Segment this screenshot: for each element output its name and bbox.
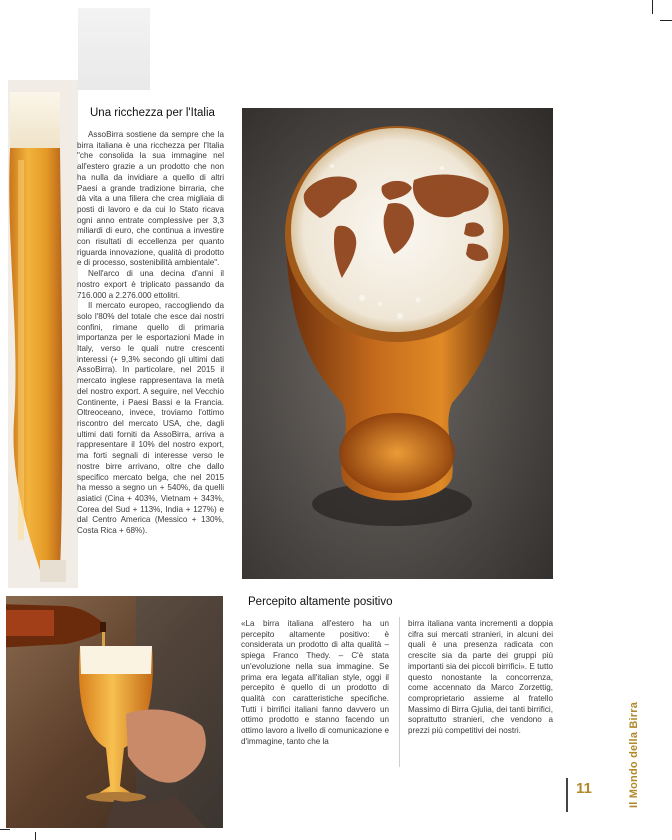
page-number-rule xyxy=(566,778,568,812)
paragraph: Il mercato europeo, raccogliendo da solo l'80% del totale che esce dai nostri confini, rimane quello di primaria importanza per le esportazioni Made in Italy, verso le quali nutre crescenti interessi (+ 9,3% secondo gli ultimi dati AssoBirra). In particolare, nel 2015 il mercato inglese rappresentava la metà del nostro export. A seguire, nel Vecchio Continente, i Paesi Bassi e la Francia. Oltreoceano, invece, troviamo l'ottimo riscontro del mercato USA, che, dagli ultimi dati forniti da AssoBirra, arriva a rappresentare il 10% del nostro export, ma forti segnali di interesse verso le nostre birre arrivano, oltre che dallo specifico mercato belga, che nel 2015 ha messo a segno un + 540%, da quelli asiatici (Cina + 403%, Vietnam + 343%, Corea del Sud + 113%, India + 127%) e dal Centro America (Messico + 130%, Costa Rica + 68%). xyxy=(77,301,224,536)
article-column-2: «La birra italiana all'estero ha un percepito altamente positivo: è considerata un prodotto di alta qualità – spiega Franco Thedy. – C'è stata un'evoluzione nella sua immagine. Se prima era legata all'italian style, oggi il percepito è quello di un prodotto di qualità con caratteristiche specifiche. Tutti i birrifici italiani fanno davvero un ottimo prodotto e stanno facendo un ottimo lavoro a livello di comunicazione e d'immagine, tanto che la xyxy=(241,619,389,746)
crop-mark xyxy=(0,829,10,830)
beer-glass-photo-left xyxy=(0,0,78,588)
magazine-title-vertical xyxy=(628,668,648,808)
crop-mark xyxy=(660,20,672,21)
paragraph: Nell'arco di una decina d'anni il nostro export è triplicato passando da 716.000 a 2.276.000 ettolitri. xyxy=(77,269,224,300)
section-heading-percepito: Percepito altamente positivo xyxy=(248,596,393,608)
page-number: 11 xyxy=(576,780,592,797)
section-heading-ricchezza: Una ricchezza per l'Italia xyxy=(90,107,215,119)
beer-pour-photo xyxy=(6,596,223,828)
article-column-3: birra italiana vanta incrementi a doppia cifra sui mercati stranieri, in alcuni dei quali è una presenza radicata con crescite sia da parte dei gruppi più importanti sia dei piccoli birrifici». E tutto questo nonostante la concorrenza, come accennato da Marco Zorzettig, comproprietario assieme al fratello Massimo di Birra Gjulia, dei tanti birrifici, soprattutto stranieri, che vendono a prezzi più competitivi dei nostri. xyxy=(408,619,553,736)
paragraph: AssoBirra sostiene da sempre che la birra italiana è una ricchezza per l'Italia "che consolida la sua immagine nel all'estero grazie a un prodotto che non ha nulla da invidiare a quello di altri Paesi a grande tradizione birraria, che dà vita a una filiera che crea migliaia di posti di lavoro e da cui lo Stato ricava ogni anno entrate complessive per 3,3 miliardi di euro, che continua a investire con risultati di eccellenza per quanto riguarda innovazione, qualità di prodotto e di processo, sostenibilità ambientale". xyxy=(77,130,224,268)
column-divider xyxy=(399,617,400,767)
article-column-1 xyxy=(77,130,224,590)
world-map-beer-photo xyxy=(242,108,553,579)
crop-mark xyxy=(652,0,653,14)
magazine-title-text: Il Mondo della Birra xyxy=(628,701,640,808)
crop-mark xyxy=(35,832,36,840)
